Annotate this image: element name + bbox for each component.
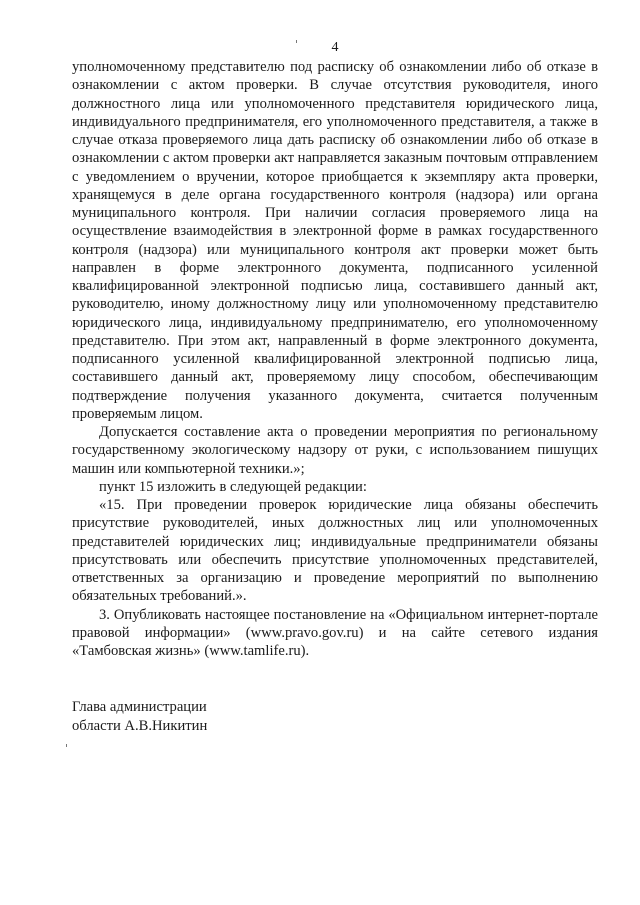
paragraph-publication: 3. Опубликовать настоящее постановление на «Официальном интернет-портале правовой информации» (www.pravo.gov.ru) и на сайте сетевого издания «Тамбовская жизнь» (www.tamlife.ru). [72,606,598,659]
signature-block [72,698,598,735]
signature-title: Глава администрации [72,699,207,716]
paragraph-handwritten-act: Допускается составление акта о проведении мероприятия по региональному государственному экологическому надзору от руки, с использованием пишущих машин или компьютерной техники.»; [72,424,598,477]
paragraph-clause-15-intro: пункт 15 изложить в следующей редакции: [99,478,367,495]
scan-speck [296,40,297,43]
signature-name: области А.В.Никитин [72,717,208,734]
paragraph-act-delivery: уполномоченному представителю под расписку об ознакомлении либо об отказе в ознакомлении с актом проверки. В случае отсутствия руководителя, иного должностного лица или уполномоченного представителя юридического лица, индивидуального предпринимателя, его уполномоченного представителя, а также в случае отказа проверяемого лица дать расписку об ознакомлении либо об отказе в ознакомлении с актом проверки акт направляется заказным почтовым отправлением с уведомлением о вручении, которое приобщается к экземпляру акта проверки, хранящемуся в деле органа государственного контроля (надзора) или органа муниципального контроля. При наличии согласия проверяемого лица на осуществление взаимодействия в электронной форме в рамках государственного контроля (надзора) или муниципального контроля акт проверки может быть направлен в форме электронного документа, подписанного усиленной квалифицированной электронной подписью лица, составившего данный акт, руководителю, иному должностному лицу или уполномоченному представителю юридического лица, индивидуальному предпринимателю, его уполномоченному представителю. При этом акт, направленный в форме электронного документа, подписанного усиленной квалифицированной электронной подписью лица, составившего данный акт, проверяемому лицу способом, обеспечивающим подтверждение получения указанного документа, считается полученным проверяемым лицом. [72,59,598,422]
scan-speck [66,744,67,747]
paragraph-clause-15-text: «15. При проведении проверок юридические лица обязаны обеспечить присутствие руководителей, иных должностных лиц или уполномоченных представителей юридических лиц; индивидуальные предприниматели обязаны присутствовать или обеспечить присутствие уполномоченных представителей, ответственных за организацию и проведение мероприятий по выполнению обязательных требований.». [72,497,598,605]
page-number: 4 [331,40,339,55]
